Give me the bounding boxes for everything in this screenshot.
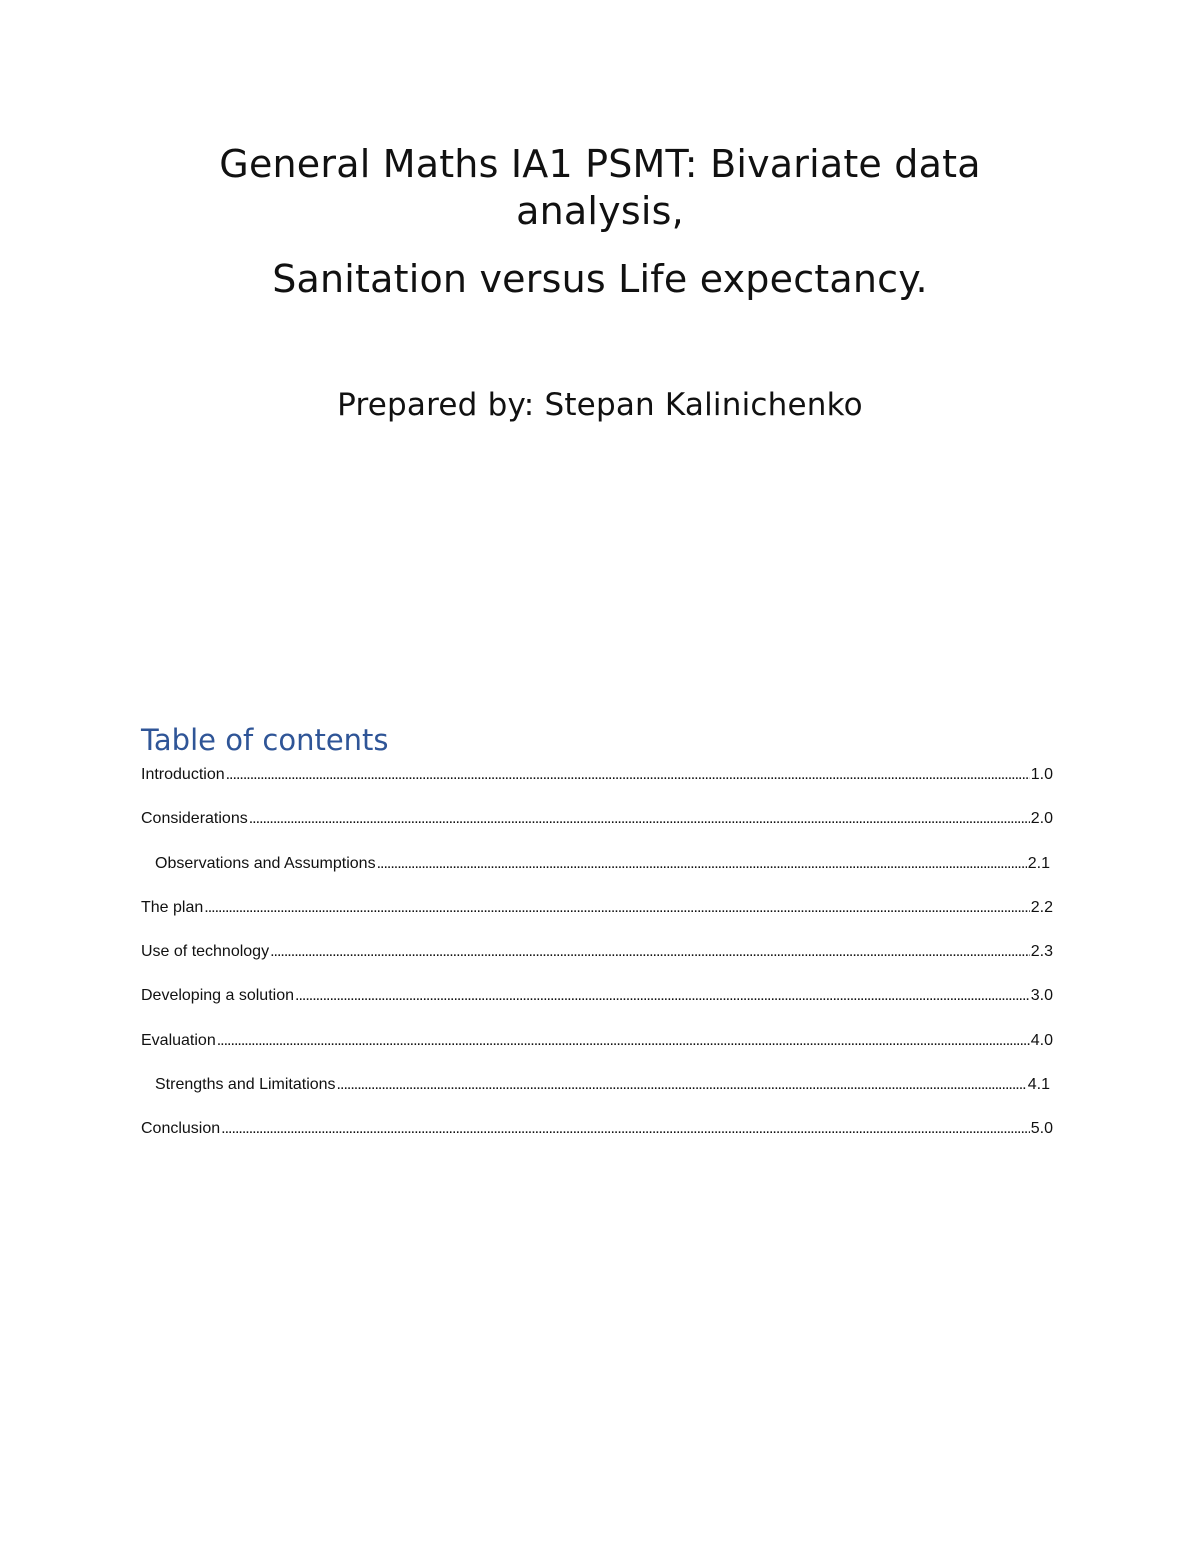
title-line-2: analysis, <box>516 189 684 233</box>
toc-entry-label: The plan <box>141 898 204 916</box>
toc-entry-label: Strengths and Limitations <box>155 1076 336 1094</box>
toc-entry-page: 5.0 <box>1030 1120 1053 1138</box>
toc-entry-label: Observations and Assumptions <box>155 854 376 872</box>
toc-entry[interactable] <box>141 1118 1053 1162</box>
title-line-1: General Maths IA1 PSMT: Bivariate data <box>219 142 981 186</box>
toc-entry-page: 2.1 <box>1027 854 1050 872</box>
toc-dot-leader <box>221 1118 1030 1140</box>
toc-entry-page: 1.0 <box>1030 766 1053 783</box>
toc-entry[interactable] <box>141 941 1053 985</box>
toc-entry-label: Developing a solution <box>141 987 294 1005</box>
toc-dot-leader <box>226 764 1030 786</box>
document-subtitle <box>0 256 1200 303</box>
toc-entry-page: 2.3 <box>1030 943 1053 961</box>
toc-entry-page: 2.0 <box>1030 810 1053 828</box>
toc-entry-page: 4.1 <box>1027 1076 1050 1094</box>
toc-entry-page: 2.2 <box>1030 898 1053 916</box>
toc-entry[interactable] <box>141 764 1053 808</box>
toc-entry-page: 3.0 <box>1030 987 1053 1005</box>
toc-entry[interactable] <box>141 808 1053 852</box>
toc-dot-leader <box>295 985 1030 1007</box>
toc-entry-label: Considerations <box>141 810 248 828</box>
author-line <box>0 385 1200 425</box>
prepared-by-text: Prepared by: Stepan Kalinichenko <box>337 387 863 423</box>
toc-entry[interactable] <box>141 853 1053 897</box>
toc-entry[interactable] <box>141 985 1053 1029</box>
toc-entry-label: Conclusion <box>141 1120 221 1138</box>
toc-entry-label: Evaluation <box>141 1031 216 1049</box>
toc-dot-leader <box>249 808 1030 830</box>
toc-dot-leader <box>377 853 1027 875</box>
table-of-contents <box>141 720 1053 1163</box>
toc-entry-page: 4.0 <box>1030 1031 1053 1049</box>
toc-dot-leader <box>217 1030 1030 1052</box>
toc-dot-leader <box>270 941 1030 963</box>
toc-entry[interactable] <box>141 897 1053 941</box>
toc-heading: Table of contents <box>141 723 389 757</box>
document-title <box>0 141 1200 235</box>
toc-entry[interactable] <box>141 1074 1053 1118</box>
toc-dot-leader <box>337 1074 1027 1096</box>
toc-entry-label: Introduction <box>141 766 225 783</box>
toc-list <box>141 764 1053 1163</box>
toc-dot-leader <box>204 897 1029 919</box>
subtitle-text: Sanitation versus Life expectancy. <box>272 257 928 301</box>
toc-entry[interactable] <box>141 1030 1053 1074</box>
toc-entry-label: Use of technology <box>141 943 270 961</box>
